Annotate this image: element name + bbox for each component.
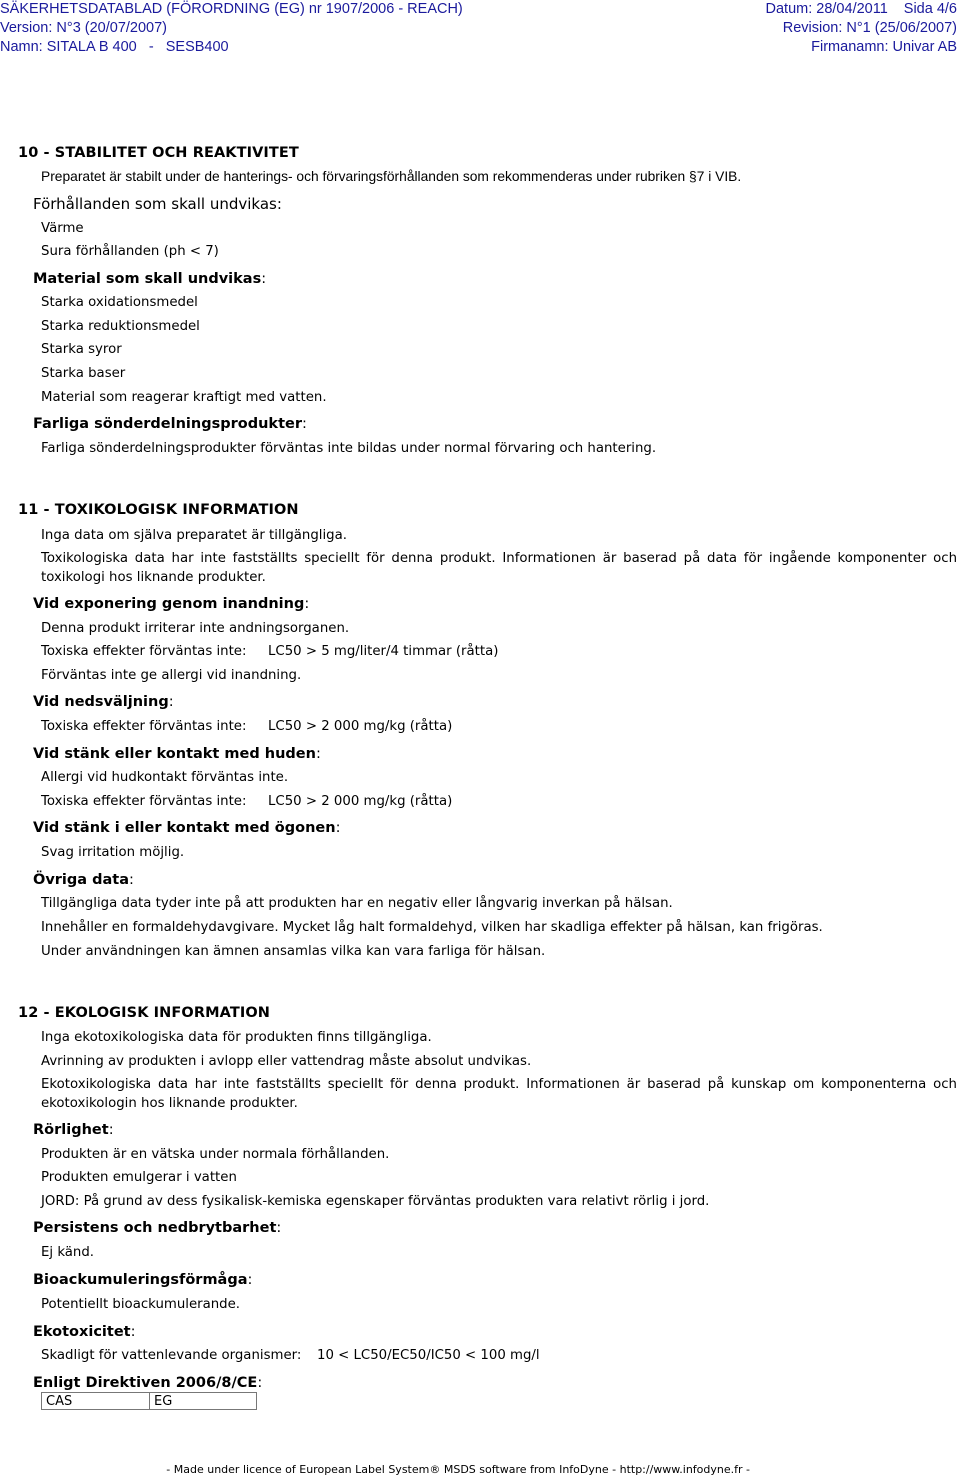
header-line-1 bbox=[0, 1, 960, 20]
s11-other-1: Tillgängliga data tyder inte på att produkten har en negativ eller långvarig inverkan på hälsan. bbox=[41, 896, 673, 911]
s10-avoid-mat-2: Starka reduktionsmedel bbox=[41, 319, 200, 334]
s12-mob-2: Produkten emulgerar i vatten bbox=[41, 1170, 237, 1185]
s12-ecotoxicity-heading: Ekotoxicitet: bbox=[33, 1324, 136, 1340]
header-date: Datum: 28/04/2011 bbox=[765, 1, 888, 17]
s11-other-2: Innehåller en formaldehydavgivare. Mycket låg halt formaldehyd, vilken har skadliga effekter på hälsan, kan frigöras. bbox=[41, 920, 823, 935]
s10-decomposition-heading: Farliga sönderdelningsprodukter: bbox=[33, 416, 307, 432]
section-12-title: 12 - EKOLOGISK INFORMATION bbox=[18, 1005, 270, 1021]
s12-bioaccumulation-text: Potentiellt bioackumulerande. bbox=[41, 1297, 241, 1312]
section-11-title: 11 - TOXIKOLOGISK INFORMATION bbox=[18, 502, 299, 518]
s10-avoid-materials-heading: Material som skall undvikas: bbox=[33, 271, 267, 287]
s12-mob-3: JORD: På grund av dess fysikalisk-kemiska egenskaper förväntas produkten vara relativt rörlig i jord. bbox=[41, 1194, 710, 1209]
header-revision: Revision: N°1 (25/06/2007) bbox=[782, 20, 957, 36]
s11-eye-heading: Vid stänk i eller kontakt med ögonen: bbox=[33, 820, 341, 836]
s11-ingestion-heading: Vid nedsväljning: bbox=[33, 694, 174, 710]
s11-inh-1: Denna produkt irriterar inte andningsorganen. bbox=[41, 621, 350, 636]
directive-table bbox=[41, 1392, 257, 1410]
s12-ecotoxicity-text: Skadligt för vattenlevande organismer: 10 < LC50/EC50/IC50 < 100 mg/l bbox=[41, 1348, 540, 1363]
s11-other-3: Under användningen kan ämnen ansamlas vilka kan vara farliga för hälsan. bbox=[41, 944, 546, 959]
s12-p3: Ekotoxikologiska data har inte fastställts speciellt för denna produkt. Informationen är baserad på kunskap om komponenterna och ekotoxikologin hos liknande produkter. bbox=[41, 1077, 957, 1111]
header-page: Sida 4/6 bbox=[903, 1, 957, 17]
s12-mobility-heading: Rörlighet: bbox=[33, 1122, 114, 1138]
s10-avoid-mat-1: Starka oxidationsmedel bbox=[41, 295, 198, 310]
table-header-eg: EG bbox=[150, 1393, 257, 1410]
s11-ingestion-effect: Toxiska effekter förväntas inte: LC50 > 2 000 mg/kg (råtta) bbox=[41, 719, 453, 734]
header-line-2 bbox=[0, 20, 960, 39]
s11-inh-2: Toxiska effekter förväntas inte: LC50 > 5 mg/liter/4 timmar (råtta) bbox=[41, 644, 499, 659]
s12-directive-heading: Enligt Direktiven 2006/8/CE: bbox=[33, 1375, 263, 1391]
s11-other-heading: Övriga data: bbox=[33, 872, 134, 888]
s11-skin-effect: Toxiska effekter förväntas inte: LC50 > 2 000 mg/kg (råtta) bbox=[41, 794, 453, 809]
footer-licence: - Made under licence of European Label System® MSDS software from InfoDyne - http://www.infodyne.fr - bbox=[166, 1463, 750, 1476]
s10-avoid-conditions-heading: Förhållanden som skall undvikas: bbox=[33, 195, 282, 213]
s11-p2: Toxikologiska data har inte fastställts speciellt för denna produkt. Informationen är baserad på data för ingående komponenter och toxikologi hos liknande produkter. bbox=[41, 551, 957, 585]
s11-inhalation-heading: Vid exponering genom inandning: bbox=[33, 596, 310, 612]
header-name: Namn: SITALA B 400 - SESB400 bbox=[0, 39, 229, 55]
s11-eye-1: Svag irritation möjlig. bbox=[41, 845, 185, 860]
s12-p1: Inga ekotoxikologiska data för produkten finns tillgängliga. bbox=[41, 1030, 432, 1045]
s10-decomposition-text: Farliga sönderdelningsprodukter förväntas inte bildas under normal förvaring och hantering. bbox=[41, 441, 657, 456]
header-company: Firmanamn: Univar AB bbox=[811, 39, 957, 55]
s10-avoid-mat-3: Starka syror bbox=[41, 342, 122, 357]
s10-avoid-cond-2: Sura förhållanden (ph < 7) bbox=[41, 244, 219, 259]
s10-intro: Preparatet är stabilt under de hanterings- och förvaringsförhållanden som rekommenderas under rubriken §7 i VIB. bbox=[41, 169, 742, 184]
s11-skin-1: Allergi vid hudkontakt förväntas inte. bbox=[41, 770, 289, 785]
s12-persistence-text: Ej känd. bbox=[41, 1245, 95, 1260]
header-version: Version: N°3 (20/07/2007) bbox=[0, 20, 168, 36]
s12-persistence-heading: Persistens och nedbrytbarhet: bbox=[33, 1220, 282, 1236]
table-header-row bbox=[42, 1393, 257, 1410]
s12-bioaccumulation-heading: Bioackumuleringsförmåga: bbox=[33, 1272, 253, 1288]
s12-p2: Avrinning av produkten i avlopp eller vattendrag måste absolut undvikas. bbox=[41, 1054, 532, 1069]
s10-avoid-cond-1: Värme bbox=[41, 221, 84, 236]
s10-avoid-mat-5: Material som reagerar kraftigt med vatten. bbox=[41, 390, 327, 405]
s10-avoid-mat-4: Starka baser bbox=[41, 366, 126, 381]
section-10-title: 10 - STABILITET OCH REAKTIVITET bbox=[18, 145, 299, 161]
s11-inh-3: Förväntas inte ge allergi vid inandning. bbox=[41, 668, 302, 683]
table-header-cas: CAS bbox=[42, 1393, 150, 1410]
s11-p1: Inga data om själva preparatet är tillgängliga. bbox=[41, 528, 347, 543]
document-title: SÄKERHETSDATABLAD (FÖRORDNING (EG) nr 1907/2006 - REACH) bbox=[0, 1, 463, 17]
s12-mob-1: Produkten är en vätska under normala förhållanden. bbox=[41, 1147, 390, 1162]
s11-skin-heading: Vid stänk eller kontakt med huden: bbox=[33, 746, 321, 762]
header-line-3 bbox=[0, 39, 960, 58]
